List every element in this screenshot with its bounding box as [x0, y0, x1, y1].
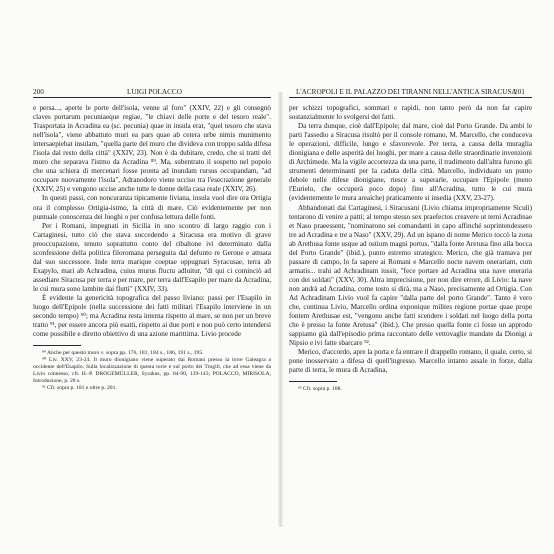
right-paragraph-2: Da terra dunque, cioè dall'Epipole; dal mare, cioè dal Porto Grande. Da ambi le parti l'assedio a Siracusa risultò per il console romano, M. Marcello, che conduceva le operazioni, difficile, lungo e sfavorevole. Per terra, a causa della muraglia dionigiana e delle asperità dei luoghi, per mare a causa delle straordinarie invenzioni di Archimede. Ma la vigile accortezza da una parte, il tradimento dall'altra furono gli strumenti determinanti per la caduta della città. Marcello, individuato un punto debole nelle difese dionigiane, riesce a superarle, occupare l'Epipole (meno l'Eurielo, che occuperà poco dopo) fino all'Acradina, tutto le cui mura (evidentemente le mura areaiche) praticamente si insedia (XXV, 23-27). — [289, 122, 532, 203]
left-footnote-90: ⁹⁰ Liv. XXV, 23-24. Il muro dionigiano viene superato dai Romani presso la torre Galeagra a occidente dell'Esapilo. Sulla localizzazione di questa torre e sul porto dei Trogìli, che ad essa viene da Livio connesso, cfr. H.-P. DROGEMÜLLER, Syrakus, pp. 84-90, 139-143; POLACCO, MIRISOLA, Introduzione, p. 28 s. — [33, 357, 271, 385]
right-header-rule — [289, 97, 532, 98]
left-running-head: LUIGI POLACCO — [127, 88, 182, 96]
right-running-head: L'ACROPOLI E IL PALAZZO DEI TIRANNI NELL'ANTICA SIRACUSA — [296, 88, 517, 96]
right-footnote-rule — [289, 381, 337, 382]
left-paragraph-2: In questi passi, con noncuranza tipicamente liviana, insula vuol dire ora Ortigia ora il complesso Ortigia-istmo, la città di mare. Ciò evidentemente per non puntuale conoscenza dei luoghi o per confusa lettura delle fonti. — [33, 194, 271, 221]
right-paragraph-3: Abbandonati dai Cartaginesi, i Siracusani (Livio chiama impropriamente Siculi) tentarono di venire a patti; al tempo stesso sex praefectos creavere ut terni Acradinae et Naso praeessent, "nominarono sei comandanti in capo affinché soprintendessero tre ad Acradina e tre a Naso" (XXV, 29). Ad un ispano di nome Merico toccò la zona ab Arethusa fonte usque ad ostium magni portus, "dalla fonte Aretusa fino alla bocca del Porto Grande" (ibid.), punto estremo strategico. Merico, che già tramava per passare di campo, lo fa sapere ai Romani e Marcello nocte navem onerariam, cum armatis... trahi ad Achradinam iussit, "fece portare ad Acradina una nave oneraria con dei soldati" (XXV, 30). Altra imprecisione, per non dire errore, di Livio: la nave non andrà ad Acradina, come tosto si dirà, ma a Naso, precisamente ad Ortigia. Con Ad Achradinam Livio vuol fa capire "dalla parte del porto Grande". Tanto è vero che, continua Livio, Marcello ordina exponique milites regione portae quae prope fontem Arethusae est, "vengono anche fatti scendere i soldati nel luogo della porta che è presso la fonte Aretusa" (ibid.). Che presso quella fonte ci fosse un approdo sappiamo già dall'episodio prima raccontato delle vettovaglie mandate da Dionigi a Nipsio e ivi fatte sbarcare ⁹². — [289, 203, 532, 348]
left-page-body — [33, 104, 271, 392]
left-paragraph-3: Per i Romani, impegnati in Sicilia in uno scontro di largo raggio con i Cartaginesi, tutto ciò che stava succedendo a Siracusa era motivo di grave preoccupazione, tenuto soprattutto conto del ribaltone ivi determinato dalla sconfessione della politica filoromana perseguita dal defunto re Gerone e attuata dal suo successore. Inde terra marique coeptae oppugnari Syracusae, terra ab Exapylo, mari ab Achradina, cuius murus fluctu adluitur, "di qui ci cominciò ad assediare Siracusa per terra e per mare, per terra dall'Esapilo per mare da Acradina, le cui mura sono lambite dai flutti" (XXIV, 33). — [33, 221, 271, 293]
left-footnote-89: ⁸⁹ Anche per questo muro v. sopra pp. 176, 181, 184 s., 186, 191 s., 195. — [42, 350, 204, 357]
right-paragraph-4: Merico, d'accordo, apre la porta e fa entrare il drappello romano, il quale, certo, si pone inosservato a difesa di quell'ingresso. Marcello intanto assale in forze, dalla parte di terra, le mura di Acradina, — [289, 348, 532, 375]
left-footnote-rule — [33, 345, 81, 346]
book-gutter — [278, 92, 283, 527]
right-page-body — [289, 104, 532, 393]
left-header-rule — [33, 97, 271, 98]
right-page-number: 201 — [514, 88, 525, 96]
right-footnote-92: ⁹² Cfr. sopra p. 188. — [298, 386, 342, 393]
left-paragraph-1: e persa..., aperte le porte dell'isola, venne al foro" (XXIV, 22) e gli consegnò claves portarum pecuniaeque regiae, "le chiavi delle porte e del tesoro reale". Trasportata in Acradina ea (sc. pecunia) quae in insula erat, "quel tesoro che stava nell'isola", viene abbattuto muri ea pars quae ab cetera urbe nimis munimento intersaepiebat insulam, "quella parte del muro che divideva con troppo salda difesa l'isola dal resto della città" (XXIV, 23). Non è da dubitare, credo, che si tratti del muro che separava l'istmo da Acradina ⁸⁹. Ma, subentrato il sospetto nel popolo che una schiera di mercenari fosse pronta ad inundam rursus occupandam, "ad occupare nuovamente l'isola", Adranodoro viene ucciso tra l'esecrazione generale (XXIV, 25) e vengono uccise anche tutte le donne della casa reale (XXIV, 26). — [33, 104, 271, 194]
left-paragraph-4: È evidente la genericità topografica del passo liviano: passi per l'Esapilo in luogo dell'Epipole (nella successione dei fatti militari l'Esapilo interviene in un secondo tempo) ⁹⁰; ma Acradina resta interna rispetto al mare, se non per un breve tratto ⁹¹, per essere ancora più esatti, rispetto ai due porti e non può certo intendersi come possibile e diretto obiettivo di una azione marittima. Livio procede — [33, 293, 271, 339]
right-paragraph-1: per schizzi topografici, sommari e rapidi, non tanto però da non far capire sostanzialmente lo svolgersi dei fatti. — [289, 104, 532, 122]
left-footnote-91: ⁹¹ Cfr. sopra p. 181 e oltre p. 201. — [42, 385, 117, 392]
left-page-number: 200 — [33, 88, 44, 96]
